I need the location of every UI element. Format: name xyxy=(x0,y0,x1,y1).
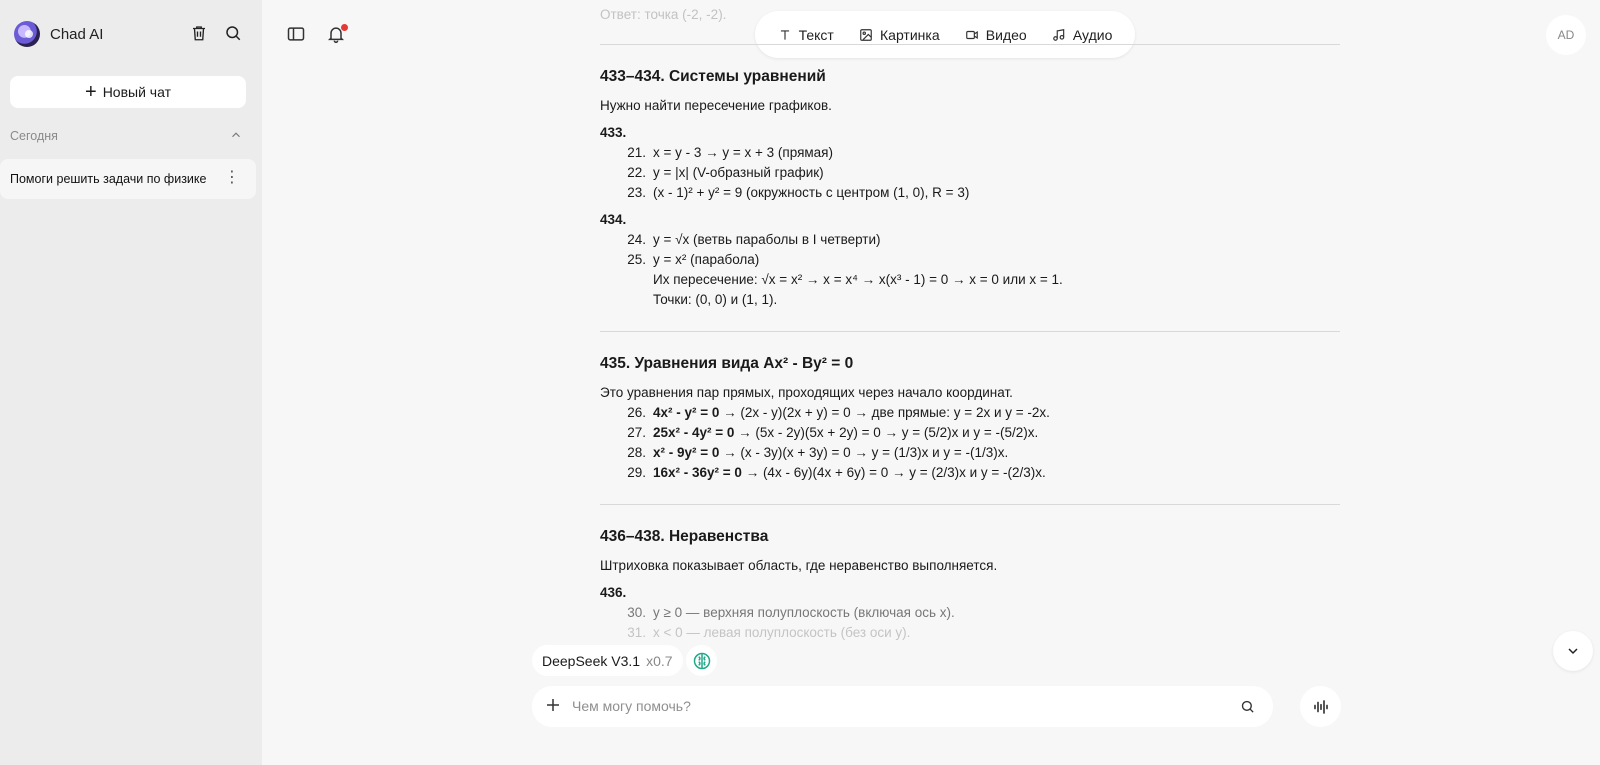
chevron-down-icon xyxy=(1565,643,1581,659)
more-options-icon[interactable]: ⋮ xyxy=(224,169,240,186)
list-number: 26. xyxy=(627,405,646,420)
paragraph: Нужно найти пересечение графиков. xyxy=(600,98,832,113)
model-brain-button[interactable] xyxy=(686,645,717,676)
paragraph: Это уравнения пар прямых, проходящих через начало координат. xyxy=(600,385,1013,400)
list-text: x < 0 — левая полуплоскость (без оси y). xyxy=(653,625,911,640)
web-search-icon[interactable] xyxy=(1240,699,1255,714)
equation-bold: 4x² - y² = 0 xyxy=(653,405,720,420)
trash-icon[interactable] xyxy=(188,22,210,44)
list-number: 21. xyxy=(627,145,646,160)
notifications-button[interactable] xyxy=(326,24,348,46)
list-subtext: Их пересечение: √x = x² → x = x⁴ → x(x³ - 1) = 0 → x = 0 или x = 1. xyxy=(653,272,1063,287)
voice-input-button[interactable] xyxy=(1300,686,1341,727)
audio-waveform-icon xyxy=(1312,698,1330,716)
list-number: 31. xyxy=(627,625,646,640)
model-name: DeepSeek V3.1 xyxy=(542,652,641,669)
problem-label: 434. xyxy=(600,212,627,227)
list-text xyxy=(653,463,1046,483)
model-multiplier: x0.7 xyxy=(646,652,673,669)
paragraph: Штриховка показывает область, где неравенство выполняется. xyxy=(600,558,998,573)
list-number: 28. xyxy=(627,445,646,460)
list-subtext: Точки: (0, 0) и (1, 1). xyxy=(653,292,778,307)
brain-icon xyxy=(692,651,712,671)
mode-label: Аудио xyxy=(1072,26,1113,43)
list-text: (x - 1)² + y² = 9 (окружность с центром (1, 0), R = 3) xyxy=(653,185,970,200)
equation-bold: x² - 9y² = 0 xyxy=(653,445,720,460)
mode-label: Картинка xyxy=(880,26,940,43)
attach-plus-icon[interactable] xyxy=(544,696,562,714)
scroll-to-bottom-button[interactable] xyxy=(1553,631,1593,671)
section-heading: 433–434. Системы уравнений xyxy=(600,68,826,85)
list-text xyxy=(653,403,1050,423)
chat-message-content xyxy=(600,0,1340,640)
equation-rest: → (2x - y)(2x + y) = 0 → две прямые: y = 2x и y = -2x. xyxy=(719,405,1050,420)
problem-label: 433. xyxy=(600,125,627,140)
section-heading: 435. Уравнения вида Ax² - By² = 0 xyxy=(600,355,854,372)
divider xyxy=(600,331,1340,332)
mode-label: Текст xyxy=(798,26,834,43)
list-text: y ≥ 0 — верхняя полуплоскость (включая ось x). xyxy=(653,605,955,620)
list-text: y = |x| (V-образный график) xyxy=(653,165,824,180)
faded-answer-line: Ответ: точка (-2, -2). xyxy=(600,7,727,22)
list-text xyxy=(653,443,1008,463)
message-input[interactable] xyxy=(572,694,1212,718)
notification-badge xyxy=(341,24,348,31)
equation-bold: 25x² - 4y² = 0 xyxy=(653,425,735,440)
user-avatar[interactable]: AD xyxy=(1546,15,1586,55)
list-text: y = √x (ветвь параболы в I четверти) xyxy=(653,232,881,247)
list-number: 22. xyxy=(627,165,646,180)
sidebar xyxy=(0,0,262,765)
chevron-up-icon[interactable] xyxy=(229,128,243,142)
equation-bold: 16x² - 36y² = 0 xyxy=(653,465,742,480)
section-label-today: Сегодня xyxy=(10,129,58,143)
model-selector-button[interactable] xyxy=(532,645,683,676)
mode-label: Видео xyxy=(985,26,1027,43)
brand-name: Chad AI xyxy=(50,25,104,43)
list-text xyxy=(653,423,1038,443)
problem-label: 436. xyxy=(600,585,627,600)
chat-item-title: Помоги решить задачи по физике xyxy=(10,172,207,186)
list-number: 25. xyxy=(627,252,646,267)
list-number: 23. xyxy=(627,185,646,200)
list-number: 30. xyxy=(627,605,646,620)
equation-rest: → (5x - 2y)(5x + 2y) = 0 → y = (5/2)x и y = -(5/2)x. xyxy=(734,425,1039,440)
equation-rest: → (4x - 6y)(4x + 6y) = 0 → y = (2/3)x и y = -(2/3)x. xyxy=(741,465,1046,480)
chat-history-item[interactable] xyxy=(0,159,256,199)
brand[interactable] xyxy=(14,20,103,48)
divider xyxy=(600,44,1340,45)
plus-icon: + xyxy=(85,81,97,103)
equation-rest: → (x - 3y)(x + 3y) = 0 → y = (1/3)x и y = -(1/3)x. xyxy=(719,445,1009,460)
chad-ai-logo-icon xyxy=(14,21,40,47)
section-heading: 436–438. Неравенства xyxy=(600,528,769,545)
message-input-box xyxy=(532,686,1273,727)
list-number: 27. xyxy=(627,425,646,440)
list-number: 24. xyxy=(627,232,646,247)
new-chat-button[interactable] xyxy=(10,76,246,108)
list-text: x = y - 3 → y = x + 3 (прямая) xyxy=(653,145,833,160)
list-number: 29. xyxy=(627,465,646,480)
divider xyxy=(600,504,1340,505)
new-chat-label: Новый чат xyxy=(102,84,171,100)
search-icon[interactable] xyxy=(222,22,244,44)
toggle-sidebar-icon[interactable] xyxy=(286,24,308,46)
list-text: y = x² (парабола) xyxy=(653,252,760,267)
